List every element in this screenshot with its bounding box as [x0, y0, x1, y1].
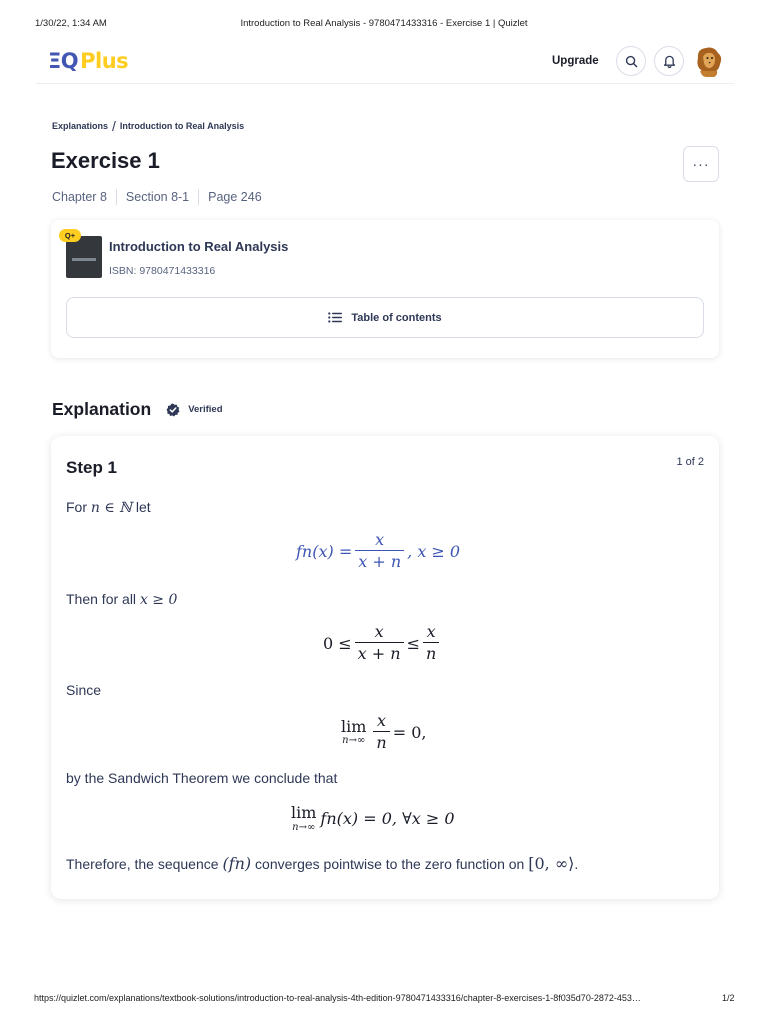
fraction-numerator: x: [374, 622, 384, 641]
logo-plus: Plus: [80, 49, 129, 73]
chapter-label: Chapter 8: [52, 190, 107, 204]
eq-fraction: [373, 712, 389, 753]
text-segment: converges pointwise to the zero function on: [251, 856, 529, 872]
step-line-5: [66, 854, 578, 873]
page-label: Page 246: [208, 190, 262, 204]
print-page-number: 1/2: [722, 993, 735, 1003]
notifications-button[interactable]: [654, 46, 684, 76]
math-inline: [0, ∞⟩: [528, 854, 575, 873]
text-segment: For: [66, 499, 91, 515]
section-label: Section 8-1: [125, 190, 190, 204]
breadcrumb-separator: /: [112, 118, 116, 134]
math-inline: (fn): [222, 854, 252, 873]
book-title-link[interactable]: Introduction to Real Analysis: [109, 239, 289, 254]
equation-inequality: [323, 623, 442, 664]
step-card: [51, 436, 719, 899]
fraction-numerator: x: [377, 711, 387, 730]
book-isbn: ISBN: 9780471433316: [109, 265, 216, 277]
explanation-heading: Explanation: [52, 399, 152, 419]
eq-left: 0 ≤: [323, 633, 352, 653]
step-title: Step 1: [66, 458, 118, 477]
limit-operator: [341, 718, 366, 748]
search-icon: [625, 55, 638, 68]
equation-conclusion: [291, 804, 455, 834]
step-line-1: [66, 499, 151, 516]
more-icon: ···: [692, 156, 710, 172]
table-of-contents-button[interactable]: [66, 297, 704, 338]
explanation-header: [52, 399, 223, 420]
page-title: Exercise 1: [51, 148, 160, 173]
step-line-3: Since: [66, 682, 102, 698]
limit-subscript: n→∞: [292, 821, 316, 833]
step-line-4: by the Sandwich Theorem we conclude that: [66, 770, 338, 786]
math-inline: n ∈ ℕ: [90, 500, 132, 516]
upgrade-link[interactable]: Upgrade: [552, 55, 599, 67]
fraction-denominator: x + n: [355, 550, 404, 571]
equation-limit: [341, 712, 426, 753]
eq-condition: , x ≥ 0: [407, 541, 461, 561]
list-icon: [328, 312, 342, 323]
verified-check-icon: [166, 403, 180, 417]
textbook-card: [51, 220, 719, 358]
search-button[interactable]: [616, 46, 646, 76]
fraction-denominator: n: [373, 731, 389, 752]
verified-label: Verified: [188, 404, 223, 415]
step-counter: 1 of 2: [676, 456, 704, 468]
eq-middle: ≤: [406, 633, 420, 653]
text-segment: .: [574, 856, 579, 872]
book-cover-stripe: [72, 258, 96, 261]
eq-fraction: [355, 623, 404, 664]
eq-fraction: [355, 531, 404, 572]
eq-lhs: fn(x) =: [296, 541, 353, 561]
verified-badge: [166, 403, 222, 417]
print-header: [0, 18, 768, 32]
meta-divider: [198, 189, 199, 205]
breadcrumb-book[interactable]: Introduction to Real Analysis: [119, 121, 245, 131]
equation-definition: [296, 531, 460, 572]
breadcrumb: [52, 118, 244, 134]
print-title: Introduction to Real Analysis - 9780471433316 - Exercise 1 | Quizlet: [240, 18, 528, 29]
quizlet-plus-badge: Q+: [59, 229, 81, 242]
text-segment: let: [131, 499, 151, 515]
limit-word: lim: [291, 803, 317, 822]
more-options-button[interactable]: [683, 146, 719, 182]
quizlet-plus-logo[interactable]: [48, 49, 128, 73]
fraction-denominator: n: [423, 642, 439, 663]
toc-label: Table of contents: [351, 311, 442, 324]
top-navigation-bar: [36, 40, 734, 84]
eq-fraction: [423, 623, 439, 664]
text-segment: Therefore, the sequence: [66, 856, 223, 872]
breadcrumb-explanations[interactable]: Explanations: [52, 121, 109, 131]
text-segment: Then for all: [66, 591, 140, 607]
fraction-denominator: x + n: [355, 642, 404, 663]
meta-divider: [116, 189, 117, 205]
math-inline: x ≥ 0: [139, 592, 178, 608]
limit-operator: [291, 804, 316, 834]
eq-rhs: = 0,: [392, 722, 427, 742]
logo-wordmark: ΞQ: [48, 49, 79, 73]
limit-word: lim: [341, 716, 367, 736]
step-line-2: [66, 591, 177, 608]
bell-icon: [663, 54, 676, 68]
book-cover-image[interactable]: [66, 236, 102, 278]
fraction-numerator: x: [426, 622, 436, 641]
eq-body: fn(x) = 0, ∀x ≥ 0: [320, 809, 455, 829]
print-date: 1/30/22, 1:34 AM: [35, 18, 107, 29]
print-footer: [0, 993, 768, 1007]
print-url: https://quizlet.com/explanations/textbook-solutions/introduction-to-real-analysis-4th-edition-9780471433316/chapter-8-exercises-1-8f035d70-2872-453…: [34, 993, 641, 1003]
fraction-numerator: x: [375, 530, 385, 549]
exercise-meta: [52, 189, 262, 205]
limit-subscript: n→∞: [342, 735, 366, 747]
lion-avatar[interactable]: [692, 44, 726, 78]
